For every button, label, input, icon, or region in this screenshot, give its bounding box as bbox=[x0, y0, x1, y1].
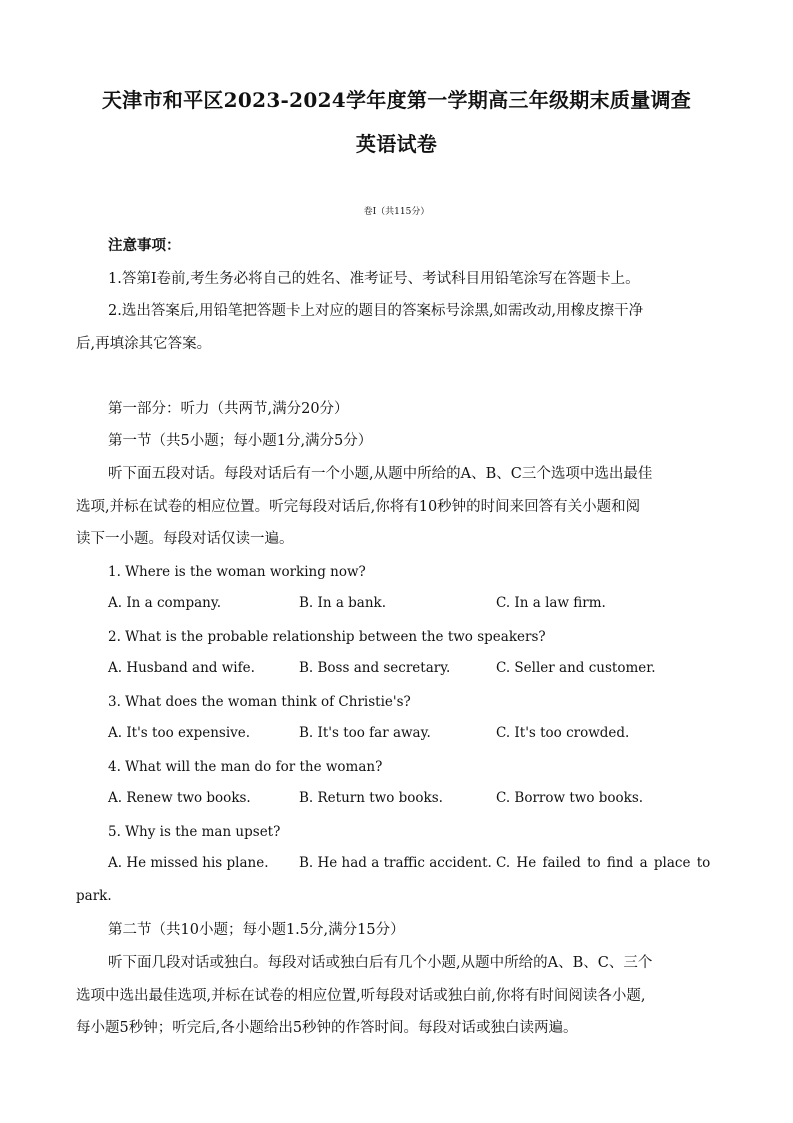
section1-instruction-line-2: 选项,并标在试卷的相应位置。听完每段对话后,你将有10秒钟的时间来回答有关小题和阅 bbox=[76, 499, 641, 515]
question-2-option-b: B. Boss and secretary. bbox=[299, 660, 451, 676]
section1-title: 第一节（共5小题；每小题1分,满分5分） bbox=[108, 433, 373, 449]
exam-subtitle: 英语试卷 bbox=[355, 132, 438, 156]
section2-title: 第二节（共10小题；每小题1.5分,满分15分） bbox=[108, 922, 405, 938]
question-3-option-c: C. It's too crowded. bbox=[496, 725, 630, 741]
section1-instruction-line-1: 听下面五段对话。每段对话后有一个小题,从题中所给的A、B、C三个选项中选出最佳 bbox=[108, 466, 653, 482]
question-2: 2. What is the probable relationship between the two speakers? bbox=[108, 629, 546, 645]
question-4-option-a: A. Renew two books. bbox=[108, 790, 251, 806]
question-4-option-b: B. Return two books. bbox=[299, 790, 443, 806]
notes-item-2-line-2: 后,再填涂其它答案。 bbox=[76, 336, 212, 352]
section2-instruction-line-2: 选项中选出最佳选项,并标在试卷的相应位置,听每段对话或独白前,你将有时间阅读各小题, bbox=[76, 988, 646, 1004]
question-1-option-c: C. In a law firm. bbox=[496, 595, 606, 611]
question-3-option-b: B. It's too far away. bbox=[299, 725, 431, 741]
question-1: 1. Where is the woman working now? bbox=[108, 564, 366, 580]
question-5-option-a: A. He missed his plane. bbox=[108, 855, 269, 871]
question-3-option-a: A. It's too expensive. bbox=[108, 725, 251, 741]
question-4: 4. What will the man do for the woman? bbox=[108, 759, 383, 775]
question-1-option-a: A. In a company. bbox=[108, 595, 221, 611]
question-2-option-a: A. Husband and wife. bbox=[108, 660, 255, 676]
section2-instruction-line-3: 每小题5秒钟；听完后,各小题给出5秒钟的作答时间。每段对话或独白读两遍。 bbox=[76, 1020, 578, 1036]
question-1-option-b: B. In a bank. bbox=[299, 595, 387, 611]
question-5-option-c: C. He failed to find a place to bbox=[496, 855, 711, 871]
part1-title: 第一部分：听力（共两节,满分20分） bbox=[108, 401, 349, 417]
question-4-option-c: C. Borrow two books. bbox=[496, 790, 644, 806]
notes-heading: 注意事项： bbox=[108, 237, 181, 254]
question-5-option-c-continued: park. bbox=[76, 888, 112, 904]
question-5-option-b: B. He had a traffic accident. bbox=[299, 855, 492, 871]
volume-label: 卷I（共115分） bbox=[363, 207, 430, 217]
notes-item-1: 1.答第I卷前,考生务必将自己的姓名、准考证号、考试科目用铅笔涂写在答题卡上。 bbox=[108, 271, 640, 287]
question-3: 3. What does the woman think of Christie's? bbox=[108, 694, 411, 710]
section2-instruction-line-1: 听下面几段对话或独白。每段对话或独白后有几个小题,从题中所给的A、B、C、三个 bbox=[108, 955, 653, 971]
question-5: 5. Why is the man upset? bbox=[108, 824, 281, 840]
exam-title: 天津市和平区2023-2024学年度第一学期高三年级期末质量调查 bbox=[101, 88, 692, 112]
question-2-option-c: C. Seller and customer. bbox=[496, 660, 656, 676]
section1-instruction-line-3: 读下一小题。每段对话仅读一遍。 bbox=[76, 531, 294, 547]
notes-item-2-line-1: 2.选出答案后,用铅笔把答题卡上对应的题目的答案标号涂黑,如需改动,用橡皮擦干净 bbox=[108, 303, 644, 319]
